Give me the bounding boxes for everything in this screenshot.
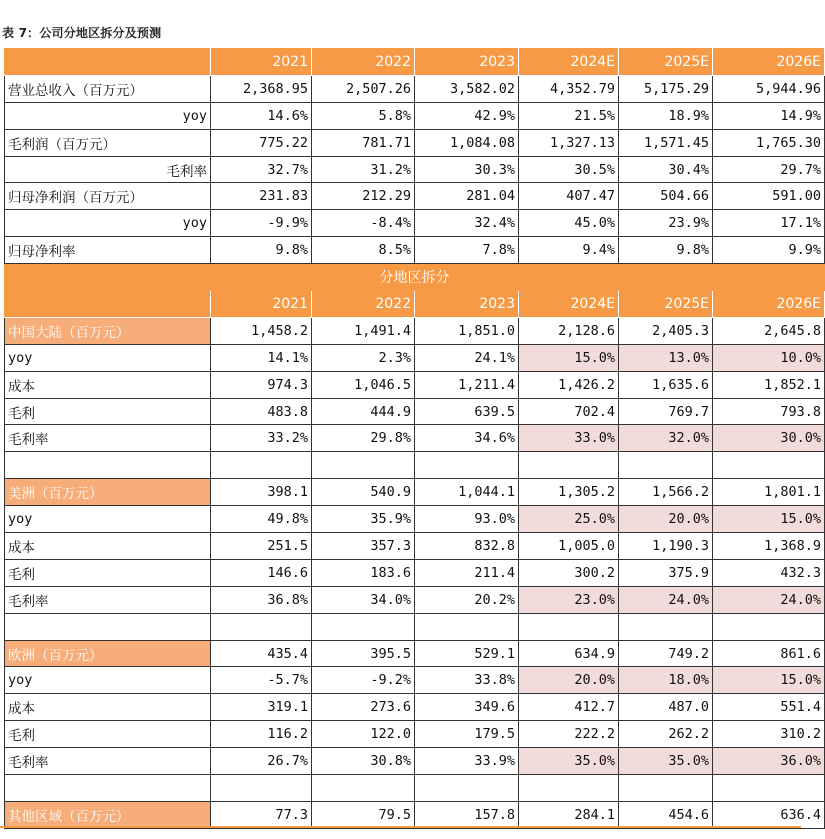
value-cell: 4,352.79 — [519, 75, 619, 102]
value-cell: 262.2 — [619, 721, 713, 748]
value-cell: 634.9 — [519, 640, 619, 667]
value-cell: 9.8% — [211, 237, 312, 264]
value-cell: 1,851.0 — [415, 317, 519, 344]
value-cell: 49.8% — [211, 506, 312, 533]
value-cell: 1,368.9 — [713, 533, 825, 560]
value-cell: 1,426.2 — [519, 371, 619, 398]
value-cell: 398.1 — [211, 479, 312, 506]
empty-cell — [519, 775, 619, 802]
year-header: 2026E — [713, 49, 825, 76]
value-cell: 702.4 — [519, 398, 619, 425]
value-cell: 8.5% — [312, 237, 415, 264]
value-cell: 2,405.3 — [619, 317, 713, 344]
row-label: 毛利率 — [5, 586, 211, 613]
empty-cell — [619, 613, 713, 640]
value-cell: 33.0% — [519, 425, 619, 452]
region-name: 欧洲（百万元） — [5, 640, 211, 667]
value-cell: 157.8 — [415, 801, 519, 828]
row-label: 毛利 — [5, 721, 211, 748]
value-cell: 1,211.4 — [415, 371, 519, 398]
value-cell: 1,566.2 — [619, 479, 713, 506]
empty-cell — [619, 452, 713, 479]
value-cell: 1,190.3 — [619, 533, 713, 560]
metric-row — [5, 694, 825, 721]
value-cell: 116.2 — [211, 721, 312, 748]
value-cell: 454.6 — [619, 801, 713, 828]
value-cell: 30.4% — [619, 156, 713, 183]
row-label: 成本 — [5, 533, 211, 560]
row-label: 毛利 — [5, 559, 211, 586]
summary-row — [5, 183, 825, 210]
row-label: 毛利率 — [5, 156, 211, 183]
value-cell: 211.4 — [415, 559, 519, 586]
empty-cell — [415, 613, 519, 640]
empty-cell — [713, 775, 825, 802]
value-cell: 2,368.95 — [211, 75, 312, 102]
metric-row — [5, 533, 825, 560]
year-header: 2026E — [713, 291, 825, 318]
value-cell: 1,458.2 — [211, 317, 312, 344]
empty-cell — [713, 613, 825, 640]
row-label: 毛利润（百万元） — [5, 129, 211, 156]
header-blank — [5, 49, 211, 76]
row-label: 毛利 — [5, 398, 211, 425]
row-label: 营业总收入（百万元） — [5, 75, 211, 102]
row-label: yoy — [5, 102, 211, 129]
value-cell: 24.0% — [619, 586, 713, 613]
value-cell: 33.2% — [211, 425, 312, 452]
value-cell: 34.6% — [415, 425, 519, 452]
value-cell: 93.0% — [415, 506, 519, 533]
year-header: 2023 — [415, 49, 519, 76]
empty-cell — [5, 775, 211, 802]
value-cell: 36.8% — [211, 586, 312, 613]
region-name: 其他区域（百万元） — [5, 801, 211, 828]
value-cell: 15.0% — [519, 344, 619, 371]
value-cell: -8.4% — [312, 210, 415, 237]
row-label: 毛利率 — [5, 425, 211, 452]
value-cell: 23.0% — [519, 586, 619, 613]
value-cell: 20.0% — [619, 506, 713, 533]
value-cell: 1,571.45 — [619, 129, 713, 156]
value-cell: 281.04 — [415, 183, 519, 210]
value-cell: 2,645.8 — [713, 317, 825, 344]
header-blank — [5, 291, 211, 318]
summary-row — [5, 75, 825, 102]
value-cell: 222.2 — [519, 721, 619, 748]
empty-cell — [211, 613, 312, 640]
empty-cell — [415, 775, 519, 802]
value-cell: 832.8 — [415, 533, 519, 560]
region-name: 中国大陆（百万元） — [5, 317, 211, 344]
value-cell: 212.29 — [312, 183, 415, 210]
value-cell: 432.3 — [713, 559, 825, 586]
value-cell: 793.8 — [713, 398, 825, 425]
value-cell: 17.1% — [713, 210, 825, 237]
metric-row — [5, 667, 825, 694]
value-cell: 300.2 — [519, 559, 619, 586]
value-cell: 749.2 — [619, 640, 713, 667]
value-cell: 231.83 — [211, 183, 312, 210]
value-cell: 35.0% — [619, 748, 713, 775]
value-cell: 769.7 — [619, 398, 713, 425]
metric-row — [5, 371, 825, 398]
section-title: 分地区拆分 — [5, 264, 825, 291]
row-label: 成本 — [5, 371, 211, 398]
metric-row — [5, 586, 825, 613]
region-name: 美洲（百万元） — [5, 479, 211, 506]
value-cell: 357.3 — [312, 533, 415, 560]
value-cell: 23.9% — [619, 210, 713, 237]
value-cell: 18.9% — [619, 102, 713, 129]
empty-cell — [5, 613, 211, 640]
region-row — [5, 801, 825, 828]
value-cell: 5.8% — [312, 102, 415, 129]
value-cell: 25.0% — [519, 506, 619, 533]
section-title-row — [5, 264, 825, 291]
value-cell: 775.22 — [211, 129, 312, 156]
spacer-row — [5, 613, 825, 640]
value-cell: 14.1% — [211, 344, 312, 371]
value-cell: 1,046.5 — [312, 371, 415, 398]
value-cell: 183.6 — [312, 559, 415, 586]
metric-row — [5, 506, 825, 533]
value-cell: 487.0 — [619, 694, 713, 721]
value-cell: 13.0% — [619, 344, 713, 371]
year-header-row — [5, 291, 825, 318]
row-label: yoy — [5, 667, 211, 694]
value-cell: 591.00 — [713, 183, 825, 210]
spacer-row — [5, 775, 825, 802]
value-cell: 9.9% — [713, 237, 825, 264]
year-header: 2024E — [519, 49, 619, 76]
value-cell: 7.8% — [415, 237, 519, 264]
year-header: 2022 — [312, 291, 415, 318]
empty-cell — [519, 613, 619, 640]
value-cell: 35.9% — [312, 506, 415, 533]
empty-cell — [312, 613, 415, 640]
metric-row — [5, 721, 825, 748]
value-cell: 1,044.1 — [415, 479, 519, 506]
value-cell: 412.7 — [519, 694, 619, 721]
empty-cell — [211, 452, 312, 479]
value-cell: 861.6 — [713, 640, 825, 667]
value-cell: -5.7% — [211, 667, 312, 694]
year-header: 2022 — [312, 49, 415, 76]
year-header: 2021 — [211, 291, 312, 318]
value-cell: 29.7% — [713, 156, 825, 183]
row-label: 归母净利润（百万元） — [5, 183, 211, 210]
value-cell: 20.0% — [519, 667, 619, 694]
value-cell: 30.3% — [415, 156, 519, 183]
value-cell: 319.1 — [211, 694, 312, 721]
value-cell: 14.6% — [211, 102, 312, 129]
empty-cell — [312, 775, 415, 802]
value-cell: 30.0% — [713, 425, 825, 452]
value-cell: 24.0% — [713, 586, 825, 613]
value-cell: 33.8% — [415, 667, 519, 694]
year-header: 2025E — [619, 49, 713, 76]
value-cell: 2,507.26 — [312, 75, 415, 102]
value-cell: 435.4 — [211, 640, 312, 667]
region-row — [5, 640, 825, 667]
value-cell: 15.0% — [713, 506, 825, 533]
value-cell: 42.9% — [415, 102, 519, 129]
value-cell: 30.5% — [519, 156, 619, 183]
value-cell: 34.0% — [312, 586, 415, 613]
row-label: 毛利率 — [5, 748, 211, 775]
value-cell: 375.9 — [619, 559, 713, 586]
value-cell: 551.4 — [713, 694, 825, 721]
value-cell: 2.3% — [312, 344, 415, 371]
value-cell: 5,944.96 — [713, 75, 825, 102]
value-cell: 31.2% — [312, 156, 415, 183]
value-cell: -9.2% — [312, 667, 415, 694]
value-cell: 30.8% — [312, 748, 415, 775]
value-cell: 20.2% — [415, 586, 519, 613]
footer-divider — [0, 826, 801, 828]
value-cell: 9.4% — [519, 237, 619, 264]
value-cell: 29.8% — [312, 425, 415, 452]
value-cell: 1,327.13 — [519, 129, 619, 156]
empty-cell — [5, 452, 211, 479]
empty-cell — [415, 452, 519, 479]
year-header: 2024E — [519, 291, 619, 318]
value-cell: 45.0% — [519, 210, 619, 237]
value-cell: 122.0 — [312, 721, 415, 748]
value-cell: 974.3 — [211, 371, 312, 398]
value-cell: 1,852.1 — [713, 371, 825, 398]
value-cell: 3,582.02 — [415, 75, 519, 102]
row-label: yoy — [5, 506, 211, 533]
value-cell: 15.0% — [713, 667, 825, 694]
value-cell: 251.5 — [211, 533, 312, 560]
empty-cell — [519, 452, 619, 479]
value-cell: 179.5 — [415, 721, 519, 748]
summary-row — [5, 102, 825, 129]
region-row — [5, 317, 825, 344]
value-cell: 146.6 — [211, 559, 312, 586]
value-cell: 407.47 — [519, 183, 619, 210]
region-row — [5, 479, 825, 506]
summary-row — [5, 237, 825, 264]
row-label: yoy — [5, 210, 211, 237]
summary-row — [5, 210, 825, 237]
empty-cell — [312, 452, 415, 479]
value-cell: 395.5 — [312, 640, 415, 667]
year-header: 2021 — [211, 49, 312, 76]
summary-row — [5, 156, 825, 183]
value-cell: 284.1 — [519, 801, 619, 828]
metric-row — [5, 344, 825, 371]
value-cell: 36.0% — [713, 748, 825, 775]
value-cell: 636.4 — [713, 801, 825, 828]
value-cell: 1,635.6 — [619, 371, 713, 398]
value-cell: 483.8 — [211, 398, 312, 425]
value-cell: 5,175.29 — [619, 75, 713, 102]
value-cell: 781.71 — [312, 129, 415, 156]
value-cell: 444.9 — [312, 398, 415, 425]
value-cell: 639.5 — [415, 398, 519, 425]
year-header: 2023 — [415, 291, 519, 318]
value-cell: 24.1% — [415, 344, 519, 371]
value-cell: 21.5% — [519, 102, 619, 129]
value-cell: 1,084.08 — [415, 129, 519, 156]
metric-row — [5, 748, 825, 775]
value-cell: 35.0% — [519, 748, 619, 775]
value-cell: 33.9% — [415, 748, 519, 775]
empty-cell — [211, 775, 312, 802]
value-cell: 310.2 — [713, 721, 825, 748]
metric-row — [5, 559, 825, 586]
value-cell: 1,801.1 — [713, 479, 825, 506]
table-title: 表 7：公司分地区拆分及预测 — [2, 26, 162, 40]
value-cell: 18.0% — [619, 667, 713, 694]
value-cell: 77.3 — [211, 801, 312, 828]
value-cell: 1,305.2 — [519, 479, 619, 506]
row-label: 成本 — [5, 694, 211, 721]
empty-cell — [619, 775, 713, 802]
row-label: yoy — [5, 344, 211, 371]
value-cell: 1,765.30 — [713, 129, 825, 156]
forecast-table — [4, 48, 825, 829]
value-cell: 10.0% — [713, 344, 825, 371]
value-cell: 32.4% — [415, 210, 519, 237]
value-cell: 1,491.4 — [312, 317, 415, 344]
value-cell: 540.9 — [312, 479, 415, 506]
value-cell: 32.0% — [619, 425, 713, 452]
value-cell: 273.6 — [312, 694, 415, 721]
year-header: 2025E — [619, 291, 713, 318]
row-label: 归母净利率 — [5, 237, 211, 264]
value-cell: 2,128.6 — [519, 317, 619, 344]
metric-row — [5, 398, 825, 425]
value-cell: 79.5 — [312, 801, 415, 828]
spacer-row — [5, 452, 825, 479]
value-cell: -9.9% — [211, 210, 312, 237]
value-cell: 32.7% — [211, 156, 312, 183]
value-cell: 26.7% — [211, 748, 312, 775]
value-cell: 14.9% — [713, 102, 825, 129]
value-cell: 504.66 — [619, 183, 713, 210]
value-cell: 529.1 — [415, 640, 519, 667]
value-cell: 9.8% — [619, 237, 713, 264]
value-cell: 1,005.0 — [519, 533, 619, 560]
value-cell: 349.6 — [415, 694, 519, 721]
year-header-row — [5, 49, 825, 76]
summary-row — [5, 129, 825, 156]
empty-cell — [713, 452, 825, 479]
metric-row — [5, 425, 825, 452]
